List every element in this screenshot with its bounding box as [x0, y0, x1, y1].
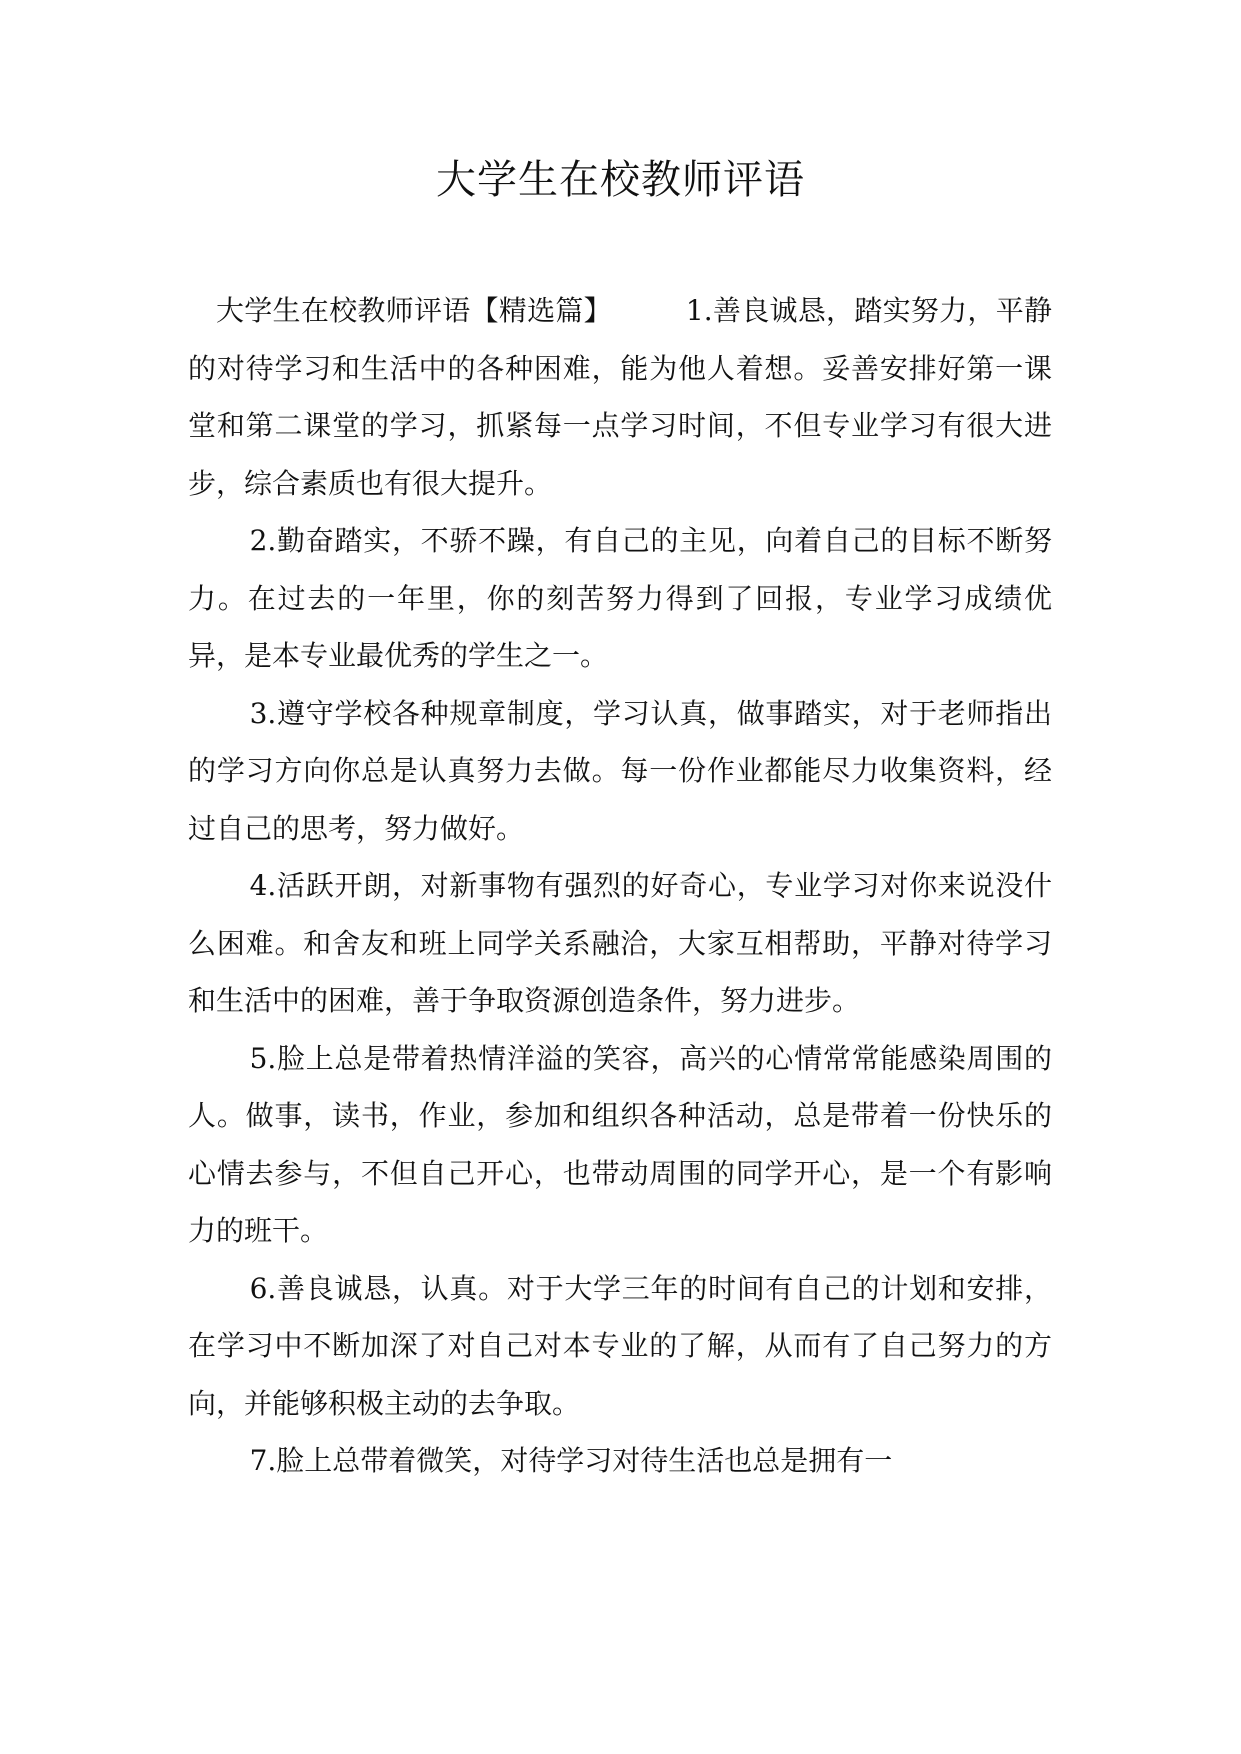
paragraph-4: 4.活跃开朗，对新事物有强烈的好奇心，专业学习对你来说没什么困难。和舍友和班上同学关系融洽，大家互相帮助，平静对待学习和生活中的困难，善于争取资源创造条件，努力进步。 [188, 869, 1052, 1017]
lead-heading: 大学生在校教师评语【精选篇】 [216, 294, 612, 327]
paragraph-2: 2.勤奋踏实，不骄不躁，有自己的主见，向着自己的目标不断努力。在过去的一年里，你的刻苦努力得到了回报，专业学习成绩优异，是本专业最优秀的学生之一。 [188, 524, 1052, 672]
paragraph-5: 5.脸上总是带着热情洋溢的笑容，高兴的心情常常能感染周围的人。做事，读书，作业，参加和组织各种活动，总是带着一份快乐的心情去参与，不但自己开心，也带动周围的同学开心，是一个有影响力的班干。 [188, 1041, 1052, 1247]
paragraph-3: 3.遵守学校各种规章制度，学习认真，做事踏实，对于老师指出的学习方向你总是认真努力去做。每一份作业都能尽力收集资料，经过自己的思考，努力做好。 [188, 696, 1052, 845]
paragraph-1 [188, 282, 1052, 512]
paragraph-6: 6.善良诚恳，认真。对于大学三年的时间有自己的计划和安排，在学习中不断加深了对自己对本专业的了解，从而有了自己努力的方向，并能够积极主动的去争取。 [188, 1271, 1052, 1420]
document-title: 大学生在校教师评语 [436, 157, 805, 203]
paragraph-1-text: 1.善良诚恳，踏实努力，平静的对待学习和生活中的各种困难，能为他人着想。妥善安排好第一课堂和第二课堂的学习，抓紧每一点学习时间，不但专业学习有很大进步，综合素质也有很大提升。 [188, 294, 1052, 500]
document-body [188, 282, 1052, 1490]
paragraph-7: 7.脸上总带着微笑，对待学习对待生活也总是拥有一 [249, 1444, 893, 1477]
